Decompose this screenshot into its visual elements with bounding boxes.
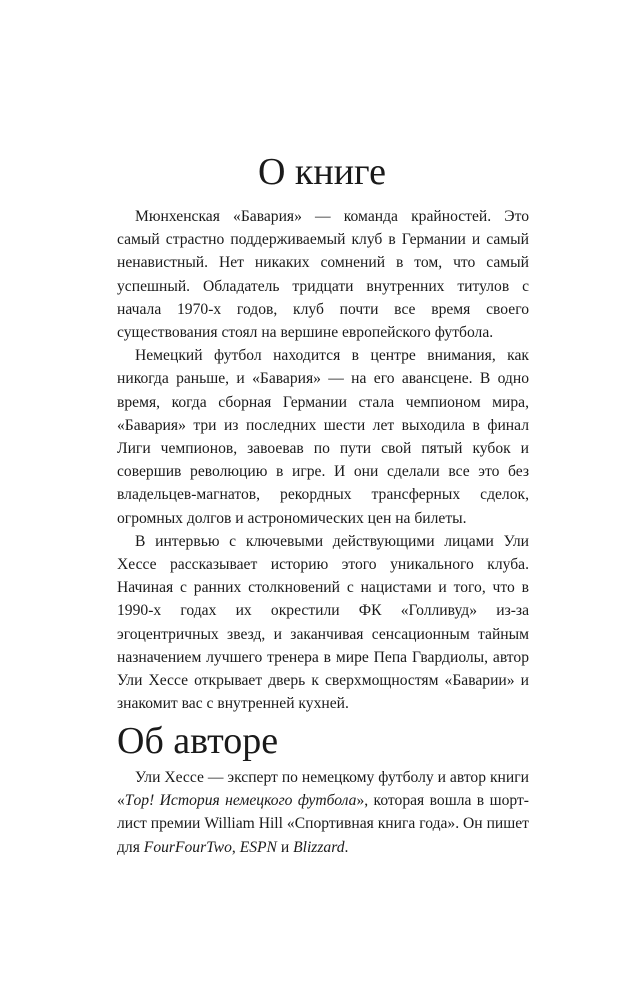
outlet-fourfourtwo: FourFourTwo — [143, 838, 232, 856]
book-title-italic: Tор! История немецкого футбола — [124, 792, 357, 810]
author-text-end: . — [344, 838, 349, 856]
author-text-part-2: », которая вошла в шорт-лист премии William Hill «Спортивная книга года». Он пишет для — [117, 792, 529, 856]
author-sep-1: , — [231, 838, 240, 856]
about-book-heading: О книге — [257, 151, 387, 193]
about-paragraph-1: Мюнхенская «Бавария» — команда крайностей. Это самый страстно поддерживаемый клуб в Германии и самый ненавистный. Нет никаких сомнений в том, что самый успешный. Обладатель тридцати внутренних титулов с начала 1970-х годов, клуб почти все время своего существования стоял на вершине европейского футбола. — [117, 208, 529, 342]
about-paragraph-3: В интервью с ключевыми действующими лицами Ули Хессе рассказывает историю этого уникального клуба. Начиная с ранних столкновений с нацистами и того, что в 1990-х годах их окрестили ФК «Голливуд» из-за эгоцентричных звезд, и заканчивая сенсационным тайным назначением лучшего тренера в мире Пепа Гвардиолы, автор Ули Хессе открывает дверь к сверхмощностям «Баварии» и знакомит вас с внутренней кухней. — [117, 532, 529, 713]
outlet-espn: ESPN — [239, 838, 277, 856]
about-author-heading: Об авторе — [117, 720, 279, 762]
about-author-text — [117, 766, 529, 859]
about-book-text — [117, 205, 529, 715]
author-paragraph — [117, 766, 529, 859]
about-paragraph-2: Немецкий футбол находится в центре внимания, как никогда раньше, и «Бавария» — на его авансцене. В одно время, когда сборная Германии стала чемпионом мира, «Бавария» три из последних шести лет выходила в финал Лиги чемпионов, завоевав по пути свой пятый кубок и совершив революцию в игре. И они сделали все это без владельцев-магнатов, рекордных трансферных сделок, огромных долгов и астрономических цен на билеты. — [117, 347, 529, 527]
outlet-blizzard: Blizzard — [293, 838, 345, 856]
author-text-part-1: Ули Хессе — эксперт по немецкому футболу и автор книги « — [117, 769, 529, 810]
author-sep-2: и — [276, 838, 294, 856]
